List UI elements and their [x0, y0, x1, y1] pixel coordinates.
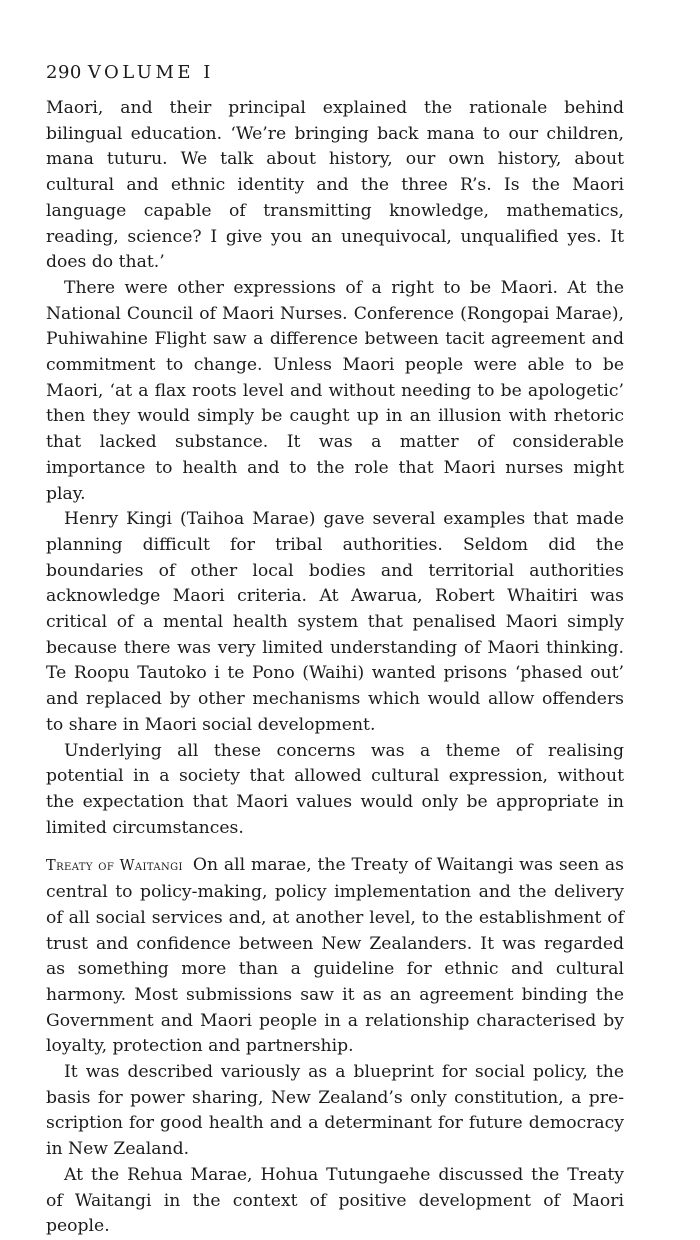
section-body: On all marae, the Treaty of Waitangi was seen as central to policy-making, policy implementation and the delivery of all social services and, at another level, to the establishment of trust and confidence between New Zealanders. It was regarded as something more than a guideline for ethnic and cultural harmony. Most submissions saw it as an agreement binding the Government and Maori people in a relationship characterised by loyalty, protection and partnership. [46, 855, 624, 1057]
paragraph-treaty-descriptions: It was described variously as a blueprint for social policy, the basis for power sharing, New Zealand’s only constitution, a prescription for good health and a determinant for future democracy in New Zealand. [46, 1062, 624, 1160]
paragraph-rehua-marae: At the Rehua Marae, Hohua Tutungaehe discussed the Treaty of Waitangi in the context of positive development of Maori people. [46, 1164, 624, 1237]
volume-label: VOLUME I [87, 62, 214, 83]
section-heading: Treaty of Waitangi [46, 858, 183, 875]
paragraph-tribal-authorities: Henry Kingi (Taihoa Marae) gave several examples that made planning difficult for tribal authorities. Seldom did the boundaries of other local bodies and territorial authorities acknowledge Maori criteria. At Awarua, Robert Whaitiri was critical of a mental health system that penalised Maori simply because there was very limited understanding of Maori thinking. Te Roopu Tautoko i te Pono (Waihi) wanted prisons ‘phased out’ and replaced by other mechanisms which would allow offenders to share in Maori social development. [46, 509, 624, 735]
page-number: 290 [46, 62, 82, 83]
paragraph-treaty-section [46, 853, 624, 1060]
paragraph-bilingual-education: Maori, and their principal explained the rationale behind bilingual education. ‘We’re bringing back mana to our children, mana tuturu. We talk about history, our own history, about cultural and ethnic identity and the three R’s. Is the Maori language capable of transmitting knowledge, mathematics, reading, science? I give you an unequivocal, unqualified yes. It does do that.’ [46, 98, 624, 273]
running-head [46, 60, 624, 86]
paragraph-right-to-be-maori: There were other expressions of a right to be Maori. At the National Council of Maori Nurses. Conference (Rongopai Marae), Puhiwahine Flight saw a difference between tacit agreement and commitment to change. Unless Maori people were able to be Maori, ‘at a flax roots level and without needing to be apologetic’ then they would simply be caught up in an illusion with rhetoric that lacked substance. It was a matter of considerable importance to health and to the role that Maori nurses might play. [46, 277, 624, 504]
paragraph-underlying-concerns: Underlying all these concerns was a theme of realising potential in a society that allowed cultural expression, without the expectation that Maori values would only be appropriate in limited circumstances. [46, 740, 624, 838]
section-gap [46, 841, 624, 853]
book-page [46, 60, 624, 1240]
